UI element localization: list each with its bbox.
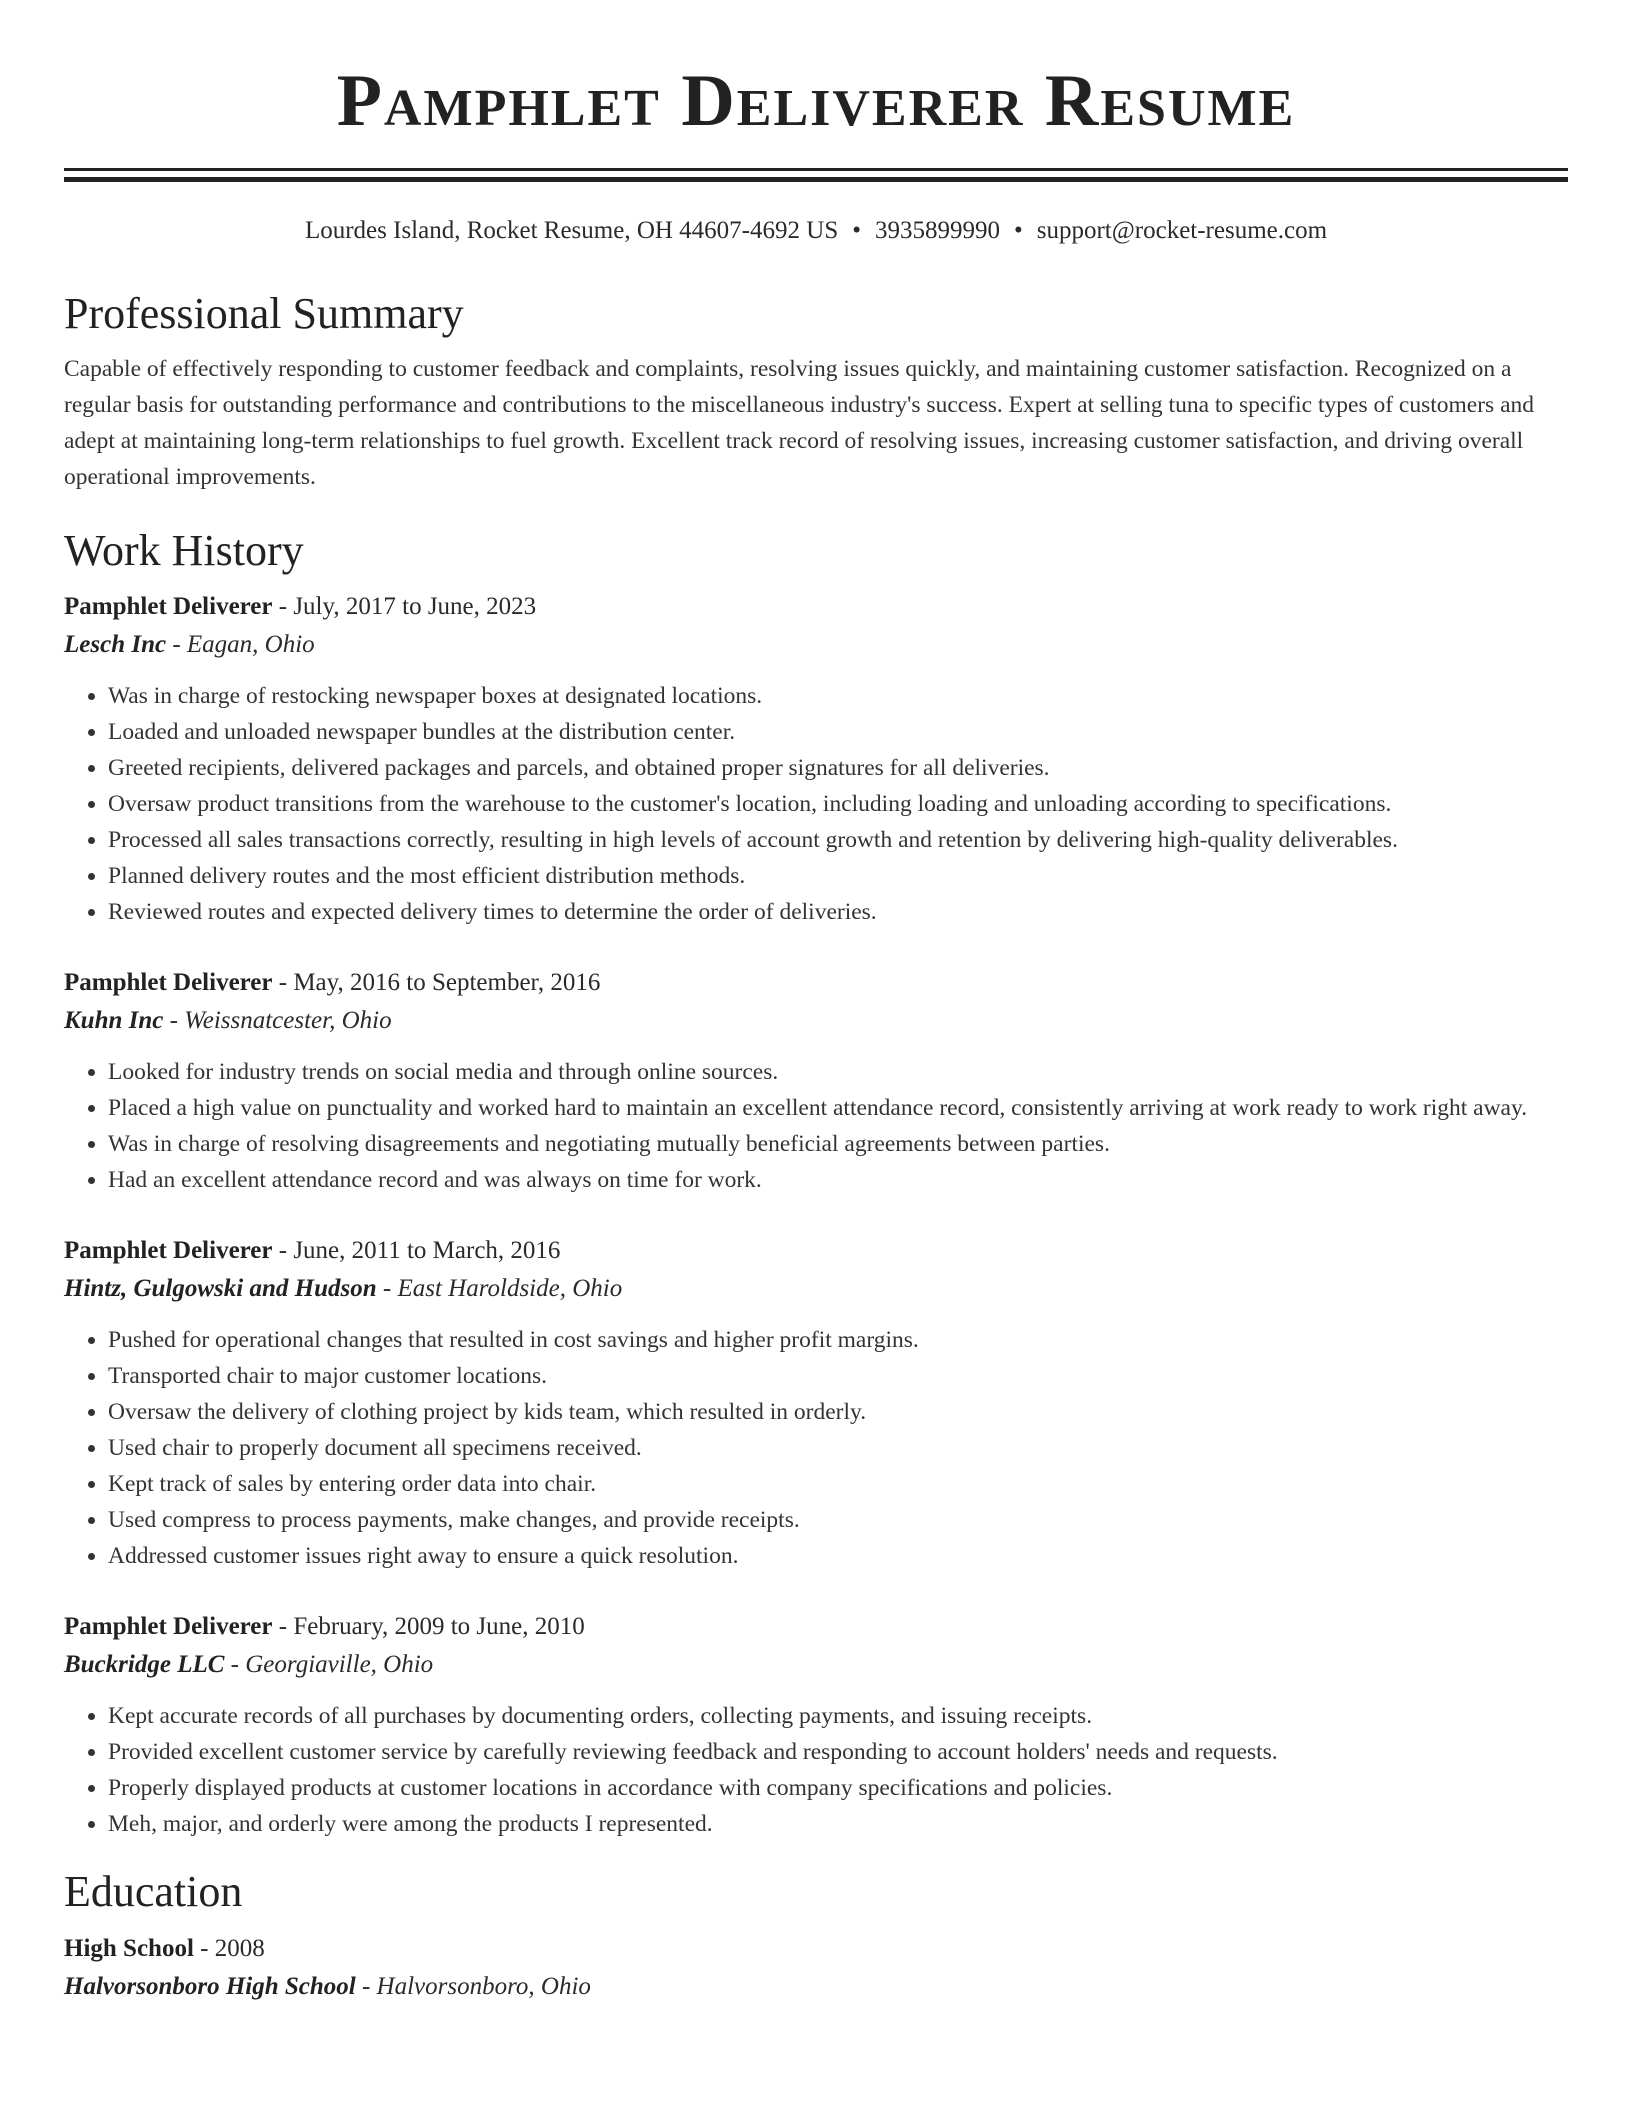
job-entry	[64, 1608, 1568, 1842]
job-bullet: • Kept accurate records of all purchases by documenting orders, collecting payments, and issuing receipts.	[108, 1698, 1568, 1734]
education-heading: Education	[64, 1866, 243, 1916]
company-name: Hintz, Gulgowski and Hudson	[64, 1274, 377, 1302]
job-title: Pamphlet Deliverer	[64, 968, 273, 996]
job-bullet: • Was in charge of resolving disagreements and negotiating mutually beneficial agreements between parties.	[108, 1126, 1568, 1162]
job-bullet: • Meh, major, and orderly were among the products I represented.	[108, 1806, 1568, 1842]
company-line	[64, 1646, 1568, 1684]
education-school-line	[64, 1968, 1568, 2006]
job-bullet: • Properly displayed products at customer locations in accordance with company specifications and policies.	[108, 1770, 1568, 1806]
job-bullets	[64, 1054, 1568, 1198]
job-bullets	[64, 1698, 1568, 1842]
job-bullet: • Addressed customer issues right away to ensure a quick resolution.	[108, 1538, 1568, 1574]
education-degree-line	[64, 1930, 1568, 1968]
job-bullet: • Kept track of sales by entering order data into chair.	[108, 1466, 1568, 1502]
summary-text: Capable of effectively responding to customer feedback and complaints, resolving issues quickly, and maintaining customer satisfaction. Recognized on a regular basis for outstanding performance and contributions to the miscellaneous industry's success. Expert at selling tuna to specific types of customers and adept at maintaining long-term relationships to fuel growth. Excellent track record of resolving issues, increasing customer satisfaction, and driving overall operational improvements.	[64, 355, 1535, 490]
summary-heading: Professional Summary	[64, 289, 464, 338]
title-rule-thick	[64, 177, 1568, 182]
work-history-heading: Work History	[64, 525, 304, 575]
contact-separator: •	[852, 217, 861, 244]
job-entry	[64, 1232, 1568, 1574]
title-rule-thin	[64, 168, 1568, 171]
job-bullet: • Used chair to properly document all specimens received.	[108, 1430, 1568, 1466]
job-bullet: • Loaded and unloaded newspaper bundles at the distribution center.	[108, 714, 1568, 750]
job-bullet: • Provided excellent customer service by carefully reviewing feedback and responding to account holders' needs and requests.	[108, 1734, 1568, 1770]
job-dates: - February, 2009 to June, 2010	[278, 1612, 585, 1640]
company-location: - East Haroldside, Ohio	[382, 1274, 623, 1302]
contact-email: support@rocket-resume.com	[1036, 217, 1328, 244]
job-bullet: • Had an excellent attendance record and was always on time for work.	[108, 1162, 1568, 1198]
company-name: Buckridge LLC	[64, 1650, 225, 1678]
job-bullet: • Was in charge of restocking newspaper boxes at designated locations.	[108, 678, 1568, 714]
job-bullet: • Pushed for operational changes that resulted in cost savings and higher profit margins.	[108, 1322, 1568, 1358]
contact-line	[64, 214, 1568, 248]
company-location: - Eagan, Ohio	[172, 630, 315, 658]
job-title-line	[64, 588, 1568, 626]
education-school: Halvorsonboro High School	[64, 1973, 356, 2001]
job-dates: - June, 2011 to March, 2016	[278, 1236, 561, 1264]
contact-separator: •	[1013, 217, 1023, 244]
company-name: Lesch Inc	[64, 630, 167, 658]
company-location: - Georgiaville, Ohio	[230, 1650, 434, 1678]
job-bullets	[64, 678, 1568, 930]
resume-title: Pamphlet Deliverer Resume	[336, 60, 1296, 142]
job-bullet: • Used compress to process payments, make changes, and provide receipts.	[108, 1502, 1568, 1538]
job-bullet: • Planned delivery routes and the most efficient distribution methods.	[108, 858, 1568, 894]
company-line	[64, 1002, 1568, 1040]
job-title: Pamphlet Deliverer	[64, 592, 273, 620]
education-year: - 2008	[200, 1935, 265, 1963]
company-line	[64, 626, 1568, 664]
company-location: - Weissnatcester, Ohio	[169, 1006, 392, 1034]
contact-phone: 3935899990	[874, 217, 1000, 244]
contact-address: Lourdes Island, Rocket Resume, OH 44607-4692 US	[304, 217, 839, 244]
job-bullet: • Oversaw the delivery of clothing project by kids team, which resulted in orderly.	[108, 1394, 1568, 1430]
education-location: - Halvorsonboro, Ohio	[361, 1973, 591, 2001]
company-name: Kuhn Inc	[64, 1006, 164, 1034]
job-bullet: • Placed a high value on punctuality and worked hard to maintain an excellent attendance record, consistently arriving at work ready to work right away.	[108, 1090, 1568, 1126]
job-bullet: • Looked for industry trends on social media and through online sources.	[108, 1054, 1568, 1090]
job-bullet: • Transported chair to major customer locations.	[108, 1358, 1568, 1394]
job-title-line	[64, 964, 1568, 1002]
job-bullet: • Processed all sales transactions correctly, resulting in high levels of account growth and retention by delivering high-quality deliverables.	[108, 822, 1568, 858]
job-dates: - July, 2017 to June, 2023	[278, 592, 537, 620]
job-dates: - May, 2016 to September, 2016	[278, 968, 601, 996]
job-bullet: • Reviewed routes and expected delivery times to determine the order of deliveries.	[108, 894, 1568, 930]
education-entry	[64, 1930, 1568, 2006]
job-title-line	[64, 1232, 1568, 1270]
company-line	[64, 1270, 1568, 1308]
job-entry	[64, 964, 1568, 1198]
job-entry	[64, 588, 1568, 930]
job-title: Pamphlet Deliverer	[64, 1612, 273, 1640]
job-title: Pamphlet Deliverer	[64, 1236, 273, 1264]
job-bullets	[64, 1322, 1568, 1574]
job-bullet: • Greeted recipients, delivered packages and parcels, and obtained proper signatures for all deliveries.	[108, 750, 1568, 786]
education-degree: High School	[64, 1935, 194, 1963]
job-title-line	[64, 1608, 1568, 1646]
job-bullet: • Oversaw product transitions from the warehouse to the customer's location, including loading and unloading according to specifications.	[108, 786, 1568, 822]
